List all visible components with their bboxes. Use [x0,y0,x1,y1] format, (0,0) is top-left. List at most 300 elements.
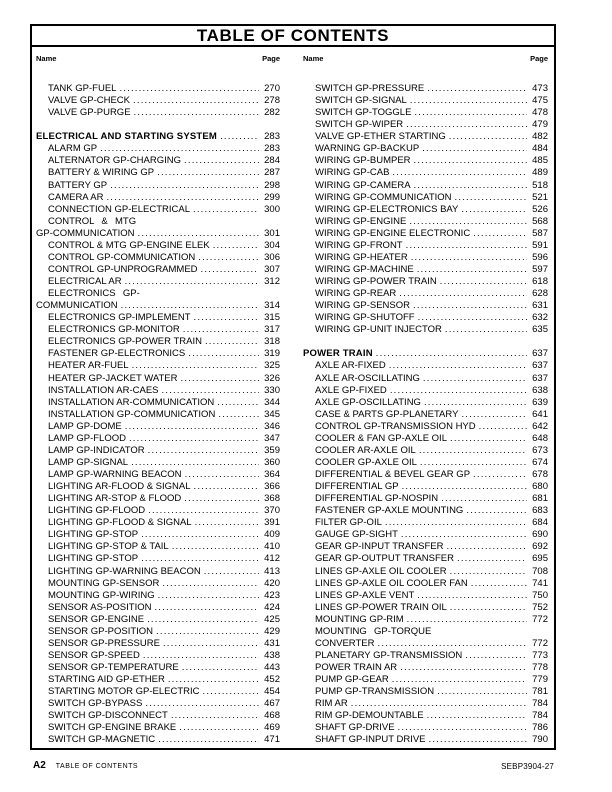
toc-row [36,204,280,216]
dot-leader [461,204,527,216]
toc-page-number: 330 [264,384,280,396]
toc-page-number: 673 [532,444,548,456]
toc-page-number: 314 [264,300,280,312]
toc-row [36,614,280,626]
toc-page-number: 690 [532,529,548,541]
toc-page-number: 648 [532,432,548,444]
toc-entry-title: ALARM GP [48,143,98,155]
toc-page-number: 278 [264,95,280,107]
dot-leader [427,710,527,722]
dot-leader [184,155,259,167]
dot-leader [466,505,527,517]
dot-leader [156,626,259,638]
dot-leader [181,373,260,385]
toc-entry-title: LAMP GP-SIGNAL [48,456,129,468]
toc-entry-title: LINES GP-AXLE OIL COOLER [315,565,447,577]
toc-row [303,95,548,107]
toc-row [36,107,280,119]
toc-entry-title: WIRING GP-ENGINE [315,215,407,227]
toc-row [303,409,548,421]
toc-row [303,216,548,228]
toc-page-number: 298 [264,179,280,191]
dot-leader [422,143,527,155]
toc-row-spacer [36,119,280,131]
toc-row [36,505,280,517]
toc-page-number: 364 [264,469,280,480]
toc-page-number: 618 [532,276,548,287]
toc-entry-title: CONTROL GP-COMMUNICATION [48,251,196,263]
dot-leader [129,433,259,445]
dot-leader [351,698,527,710]
toc-row [36,686,280,698]
toc-entry-title: WIRING GP-CAMERA [315,179,411,191]
toc-section-heading [36,131,280,143]
toc-box [30,24,556,750]
toc-page-number: 786 [532,722,548,734]
toc-entry-title: FASTENER GP-ELECTRONICS [48,348,186,360]
dot-leader [132,360,259,372]
toc-entry-title: CAMERA AR [48,191,104,203]
toc-entry-title: AXLE GP-FIXED [315,384,387,396]
toc-row [303,529,548,541]
toc-page-number: 596 [532,251,548,263]
toc-entry-title: SENSOR GP-ENGINE [48,613,145,625]
toc-entry-title: MOUNTING GP-WIRING [48,589,155,601]
toc-page-number: 521 [532,191,548,203]
toc-page-number: 319 [264,348,280,360]
footer-title: TABLE OF CONTENTS [55,763,139,770]
dot-leader [419,445,527,457]
toc-row [303,541,548,553]
dot-leader [100,143,259,155]
toc-entry-title: POWER TRAIN [303,348,373,360]
dot-leader [461,409,527,421]
toc-row [36,553,280,565]
dot-leader [441,493,527,505]
toc-row [36,529,280,541]
toc-entry-title: BATTERY & WIRING GP [48,167,155,179]
dot-leader [414,155,527,167]
toc-row [36,662,280,674]
dot-leader [205,336,259,348]
dot-leader [400,662,527,674]
dot-leader [457,553,527,565]
toc-entry-title: COOLER AR-AXLE OIL [315,444,416,456]
toc-entry-title: SWITCH GP-SIGNAL [315,95,407,107]
toc-row [303,662,548,674]
dot-leader [385,517,527,529]
dot-leader [449,131,527,143]
toc-entry-title: CONTROL GP-TRANSMISSION HYD [315,420,476,432]
toc-entry-title: SENSOR GP-TEMPERATURE [48,662,179,673]
footer-doc-code: SEBP3904-27 [501,762,554,771]
dot-leader [398,722,527,734]
toc-page-number: 370 [264,505,280,517]
dot-leader [134,107,259,119]
dot-leader [143,650,259,662]
toc-row [36,445,280,457]
toc-row [36,626,280,638]
footer-page-number: A2 [33,760,46,771]
toc-row [36,674,280,686]
toc-row [36,155,280,167]
toc-row [303,614,548,626]
name-column-header: Name [303,54,324,63]
dot-leader [465,650,527,662]
toc-entry-title: WIRING GP-CAB [315,167,390,179]
toc-row [303,686,548,698]
dot-leader [163,638,259,650]
toc-entry-title: LINES GP-AXLE VENT [315,589,415,601]
toc-entry-title: WIRING GP-SENSOR [315,300,411,312]
toc-page-number: 344 [264,396,280,408]
toc-page-number: 283 [264,131,280,143]
toc-entry-title: PUMP GP-TRANSMISSION [315,686,435,698]
dot-leader [417,590,527,602]
dot-leader [185,469,259,481]
dot-leader [418,312,527,324]
toc-page-number: 366 [264,481,280,493]
toc-entry-title: WIRING GP-SHUTOFF [315,312,415,324]
toc-row [36,517,280,529]
dot-leader [401,529,527,541]
toc-row [303,505,548,517]
toc-entry-title: RIM AR [315,698,348,710]
toc-row [36,722,280,734]
toc-page-number: 409 [264,529,280,541]
toc-entry-title: SENSOR GP-SPEED [48,649,140,661]
dot-leader [409,216,527,228]
toc-entry-title: LAMP GP-DOME [48,420,122,432]
toc-page-number: 282 [264,107,280,119]
dot-leader [162,385,259,397]
toc-entry-title: VALVE GP-CHECK [48,95,131,107]
toc-row [303,155,548,167]
toc-entry-title: STARTING AID GP-ETHER [48,674,165,686]
toc-row [303,517,548,529]
toc-row [303,445,548,457]
toc-page-number: 359 [264,444,280,456]
dot-leader [194,481,259,493]
toc-row [36,385,280,397]
toc-page-number: 708 [532,565,548,577]
dot-leader [171,710,259,722]
toc-row [36,288,280,300]
dot-leader [473,228,527,240]
dot-leader [125,276,259,288]
toc-entry-title: CONNECTION GP-ELECTRICAL [48,203,190,215]
dot-leader [402,481,527,493]
dot-leader [450,602,527,614]
toc-row [303,240,548,252]
toc-page-number: 695 [532,553,548,565]
toc-page-number: 741 [532,577,548,589]
toc-entry-title: SWITCH GP-BYPASS [48,698,143,710]
toc-page-number: 346 [264,420,280,432]
toc-page-number: 779 [532,674,548,686]
toc-entry-title: LAMP GP-WARNING BEACON [48,469,182,480]
toc-row [303,252,548,264]
toc-entry-title: HEATER AR-FUEL [48,360,129,372]
toc-page-number: 469 [264,722,280,734]
toc-row [36,433,280,445]
toc-entry-title: SENSOR GP-POSITION [48,625,154,637]
column-header-right [303,54,548,63]
toc-row [303,674,548,686]
toc-page-number: 318 [264,336,280,348]
dot-leader [406,240,527,252]
toc-page-number: 674 [532,456,548,468]
toc-row [36,602,280,614]
toc-row [36,228,280,240]
toc-entry-title: INSTALLATION AR-CAES [48,384,159,396]
toc-entry-title: LIGHTING GP-STOP [48,529,139,541]
toc-entry-title: ELECTRICAL AND STARTING SYSTEM [36,131,218,143]
toc-page-number: 637 [532,372,548,384]
toc-page-number: 345 [264,408,280,420]
toc-page-number: 410 [264,541,280,553]
toc-row [36,650,280,662]
toc-row [36,541,280,553]
toc-entry-title: SWITCH GP-ENGINE BRAKE [48,722,177,734]
toc-entry-title: VALVE GP-PURGE [48,107,131,119]
toc-entry-title: DIFFERENTIAL GP [315,481,399,493]
dot-leader [392,674,527,686]
dot-leader [446,541,527,553]
dot-leader [148,505,259,517]
toc-page-number: 784 [532,698,548,710]
dot-leader [413,300,527,312]
toc-page-number: 312 [264,276,280,287]
toc-entry-title: MOUNTING GP-RIM [315,613,404,625]
toc-page-number: 431 [264,637,280,649]
toc-row [36,300,280,312]
toc-row [36,192,280,204]
toc-row [303,481,548,493]
toc-column-left [36,83,280,746]
toc-page-number: 628 [532,288,548,300]
toc-entry-title: FASTENER GP-AXLE MOUNTING [315,505,464,517]
toc-row [36,216,280,228]
toc-page-number: 526 [532,203,548,215]
toc-entry-title: ELECTRONICS GP- [48,288,140,300]
dot-leader [479,421,527,433]
dot-leader [145,698,259,710]
dot-leader [141,529,259,541]
toc-row [303,360,548,372]
toc-page-number: 475 [532,95,548,107]
toc-page-number: 637 [532,348,548,360]
toc-row [36,276,280,288]
toc-row [303,722,548,734]
toc-page-number: 425 [264,613,280,625]
dot-leader [450,433,527,445]
toc-section-heading [303,348,548,360]
toc-row [303,143,548,155]
toc-entry-title: SWITCH GP-TOGGLE [315,107,412,119]
toc-entry-title: LIGHTING GP-FLOOD [48,505,146,517]
toc-page-number: 750 [532,589,548,601]
dot-leader [195,517,259,529]
dot-leader [445,324,527,336]
dot-leader [376,348,527,360]
dot-leader [390,385,527,397]
toc-entry-title: WARNING GP-BACKUP [315,143,420,155]
toc-row [36,457,280,469]
dot-leader [377,638,527,650]
dot-leader [201,264,259,276]
toc-page-number: 639 [532,396,548,408]
dot-leader [411,252,527,264]
toc-page-number: 307 [264,263,280,275]
dot-leader [203,686,260,698]
toc-row [36,698,280,710]
toc-row [303,264,548,276]
toc-row [303,650,548,662]
toc-entry-title: SWITCH GP-PRESSURE [315,83,425,94]
toc-entry-title: LIGHTING GP-FLOOD & SIGNAL [48,517,192,529]
dot-leader [119,83,259,95]
dot-leader [455,192,527,204]
toc-page-number: 790 [532,734,548,746]
toc-entry-title: SHAFT GP-DRIVE [315,722,395,734]
toc-page-number: 597 [532,263,548,275]
toc-row [303,433,548,445]
toc-page-number: 781 [532,686,548,698]
toc-page-number: 784 [532,710,548,722]
toc-page-number: 287 [264,167,280,179]
toc-row [36,493,280,505]
toc-entry-title: GEAR GP-INPUT TRANSFER [315,541,444,553]
toc-entry-title: SHAFT GP-INPUT DRIVE [315,734,426,746]
dot-leader [162,578,259,590]
toc-page-number: 635 [532,324,548,336]
toc-entry-title: ELECTRONICS GP-POWER TRAIN [48,336,202,348]
toc-row [36,638,280,650]
toc-entry-title: WIRING GP-ELECTRONICS BAY [315,203,459,215]
toc-page-number: 638 [532,384,548,396]
toc-entry-title: LIGHTING GP-STOP [48,553,139,565]
toc-row [303,276,548,288]
toc-page-number: 482 [532,131,548,143]
dot-leader [429,734,528,746]
toc-row [36,397,280,409]
toc-title-bar [32,26,554,47]
toc-entry-title: WIRING GP-REAR [315,288,397,300]
dot-leader [204,566,259,578]
toc-page-number: 484 [532,143,548,155]
dot-leader [194,312,259,324]
toc-row [303,324,548,336]
toc-entry-title: SENSOR GP-PRESSURE [48,637,160,649]
toc-entry-title: LAMP GP-FLOOD [48,432,126,444]
toc-page-number: 429 [264,625,280,637]
toc-entry-title: WIRING GP-BUMPER [315,155,411,167]
page-column-header: Page [530,54,548,63]
dot-leader [389,360,527,372]
toc-row [303,397,548,409]
toc-page-number: 304 [264,239,280,251]
toc-row [303,698,548,710]
toc-entry-title: TANK GP-FUEL [48,83,117,94]
toc-page-number: 284 [264,155,280,167]
toc-row [303,469,548,481]
dot-leader [172,541,259,553]
toc-row [36,336,280,348]
toc-entry-title: LIGHTING AR-FLOOD & SIGNAL [48,481,191,493]
toc-page-number: 270 [264,83,280,94]
dot-leader [182,662,259,674]
page-title: TABLE OF CONTENTS [196,25,390,45]
dot-leader [410,95,527,107]
dot-leader [414,180,527,192]
toc-row [36,578,280,590]
dot-leader [473,469,527,481]
toc-row [36,83,280,95]
toc-page-number: 683 [532,505,548,517]
toc-row [303,553,548,565]
toc-entry-title: ELECTRONICS GP-MONITOR [48,324,180,336]
toc-page-number: 591 [532,239,548,251]
toc-row [303,204,548,216]
toc-page-number: 412 [264,553,280,565]
dot-leader [423,373,527,385]
dot-leader [184,493,259,505]
dot-leader [183,324,259,336]
dot-leader [420,457,527,469]
toc-page-number: 678 [532,469,548,480]
dot-leader [158,590,259,602]
toc-page-number: 454 [264,686,280,698]
toc-entry-title: SWITCH GP-WIPER [315,119,404,131]
toc-row [303,626,548,638]
toc-entry-title: LINES GP-POWER TRAIN OIL [315,601,447,613]
toc-entry-title: LIGHTING GP-STOP & TAIL [48,541,169,553]
toc-entry-title: WIRING GP-MACHINE [315,263,414,275]
toc-row [303,107,548,119]
dot-leader [106,192,259,204]
toc-row [36,95,280,107]
toc-row [36,252,280,264]
toc-page-number: 772 [532,613,548,625]
toc-page-number: 471 [264,734,280,746]
toc-entry-title: WIRING GP-FRONT [315,239,403,251]
toc-entry-title: COOLER GP-AXLE OIL [315,456,417,468]
toc-row [303,493,548,505]
dot-leader [148,445,259,457]
toc-page-number: 360 [264,456,280,468]
toc-page-number: 413 [264,565,280,577]
toc-page-number: 479 [532,119,548,131]
toc-entry-title: POWER TRAIN AR [315,662,398,673]
toc-page-number: 681 [532,493,548,505]
dot-leader [220,131,259,143]
toc-entry-title: SENSOR AS-POSITION [48,601,152,613]
dot-leader [131,457,259,469]
toc-entry-title: LINES GP-AXLE OIL COOLER FAN [315,577,468,589]
dot-leader [147,614,259,626]
toc-entry-title: DIFFERENTIAL GP-NOSPIN [315,493,439,505]
toc-row [36,324,280,336]
toc-page-number: 680 [532,481,548,493]
toc-row [303,590,548,602]
toc-page-number: 299 [264,191,280,203]
toc-page-number: 752 [532,601,548,613]
dot-leader [417,264,527,276]
toc-page-number: 326 [264,372,280,384]
dot-leader [179,722,259,734]
toc-row-spacer [303,336,548,348]
